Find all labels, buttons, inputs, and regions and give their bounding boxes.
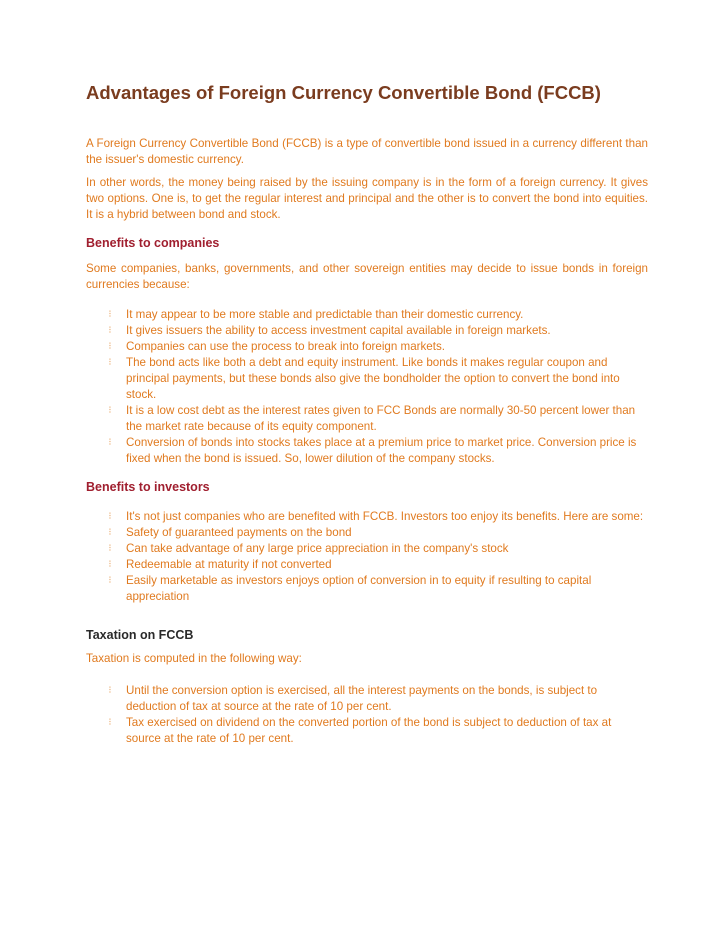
taxation-list: [86, 683, 648, 747]
bullet-icon: ⁝: [108, 309, 112, 320]
bullet-icon: ⁝: [108, 511, 112, 522]
list-item-text: Redeemable at maturity if not converted: [126, 558, 332, 571]
list-item: [104, 307, 648, 323]
intro-paragraph-1: A Foreign Currency Convertible Bond (FCCB) is a type of convertible bond issued in a currency different than the issuer's domestic currency.: [86, 137, 648, 166]
companies-lead: Some companies, banks, governments, and other sovereign entities may decide to issue bonds in foreign currencies because:: [86, 262, 648, 291]
list-item: [104, 355, 648, 403]
list-item: [104, 403, 648, 435]
list-item-text: Easily marketable as investors enjoys option of conversion in to equity if resulting to capital appreciation: [126, 574, 592, 603]
list-item-text: Companies can use the process to break into foreign markets.: [126, 340, 445, 353]
heading-benefits-investors: Benefits to investors: [86, 480, 210, 494]
bullet-icon: ⁝: [108, 437, 112, 448]
bullet-icon: ⁝: [108, 357, 112, 368]
heading-benefits-companies: Benefits to companies: [86, 236, 220, 250]
list-item: [104, 541, 648, 557]
heading-taxation: Taxation on FCCB: [86, 628, 194, 642]
bullet-icon: ⁝: [108, 685, 112, 696]
taxation-lead: Taxation is computed in the following way:: [86, 652, 302, 665]
list-item: [104, 525, 648, 541]
list-item: [104, 715, 648, 747]
list-item: [104, 323, 648, 339]
list-item: [104, 573, 648, 605]
bullet-icon: ⁝: [108, 543, 112, 554]
list-item-text: Can take advantage of any large price appreciation in the company's stock: [126, 542, 509, 555]
list-item-text: It may appear to be more stable and predictable than their domestic currency.: [126, 308, 524, 321]
list-item-text: Safety of guaranteed payments on the bond: [126, 526, 352, 539]
list-item: [104, 435, 648, 467]
bullet-icon: ⁝: [108, 325, 112, 336]
list-item: [104, 509, 648, 525]
document-title: Advantages of Foreign Currency Convertible Bond (FCCB): [86, 82, 601, 103]
bullet-icon: ⁝: [108, 575, 112, 586]
companies-list: [86, 307, 648, 467]
list-item: [104, 557, 648, 573]
bullet-icon: ⁝: [108, 717, 112, 728]
bullet-icon: ⁝: [108, 405, 112, 416]
bullet-icon: ⁝: [108, 341, 112, 352]
intro-paragraph-2: In other words, the money being raised by the issuing company is in the form of a foreign currency. It gives two options. One is, to get the regular interest and principal and the other is to convert the bond into equities. It is a hybrid between bond and stock.: [86, 176, 648, 221]
list-item-text: Tax exercised on dividend on the converted portion of the bond is subject to deduction of tax at source at the rate of 10 per cent.: [126, 716, 612, 745]
investors-list: [86, 509, 648, 605]
list-item-text: It's not just companies who are benefited with FCCB. Investors too enjoy its benefits. Here are some:: [126, 510, 644, 523]
list-item-text: Conversion of bonds into stocks takes place at a premium price to market price. Conversion price is fixed when the bond is issued. So, lower dilution of the company stocks.: [126, 436, 637, 465]
list-item-text: It is a low cost debt as the interest rates given to FCC Bonds are normally 30-50 percent lower than the market rate because of its equity component.: [126, 404, 636, 433]
list-item: [104, 339, 648, 355]
list-item-text: The bond acts like both a debt and equity instrument. Like bonds it makes regular coupon and principal payments, but these bonds also give the bondholder the option to convert the bond into stock.: [126, 356, 620, 401]
bullet-icon: ⁝: [108, 559, 112, 570]
list-item-text: Until the conversion option is exercised, all the interest payments on the bonds, is subject to deduction of tax at source at the rate of 10 per cent.: [126, 684, 598, 713]
bullet-icon: ⁝: [108, 527, 112, 538]
list-item: [104, 683, 648, 715]
list-item-text: It gives issuers the ability to access investment capital available in foreign markets.: [126, 324, 551, 337]
